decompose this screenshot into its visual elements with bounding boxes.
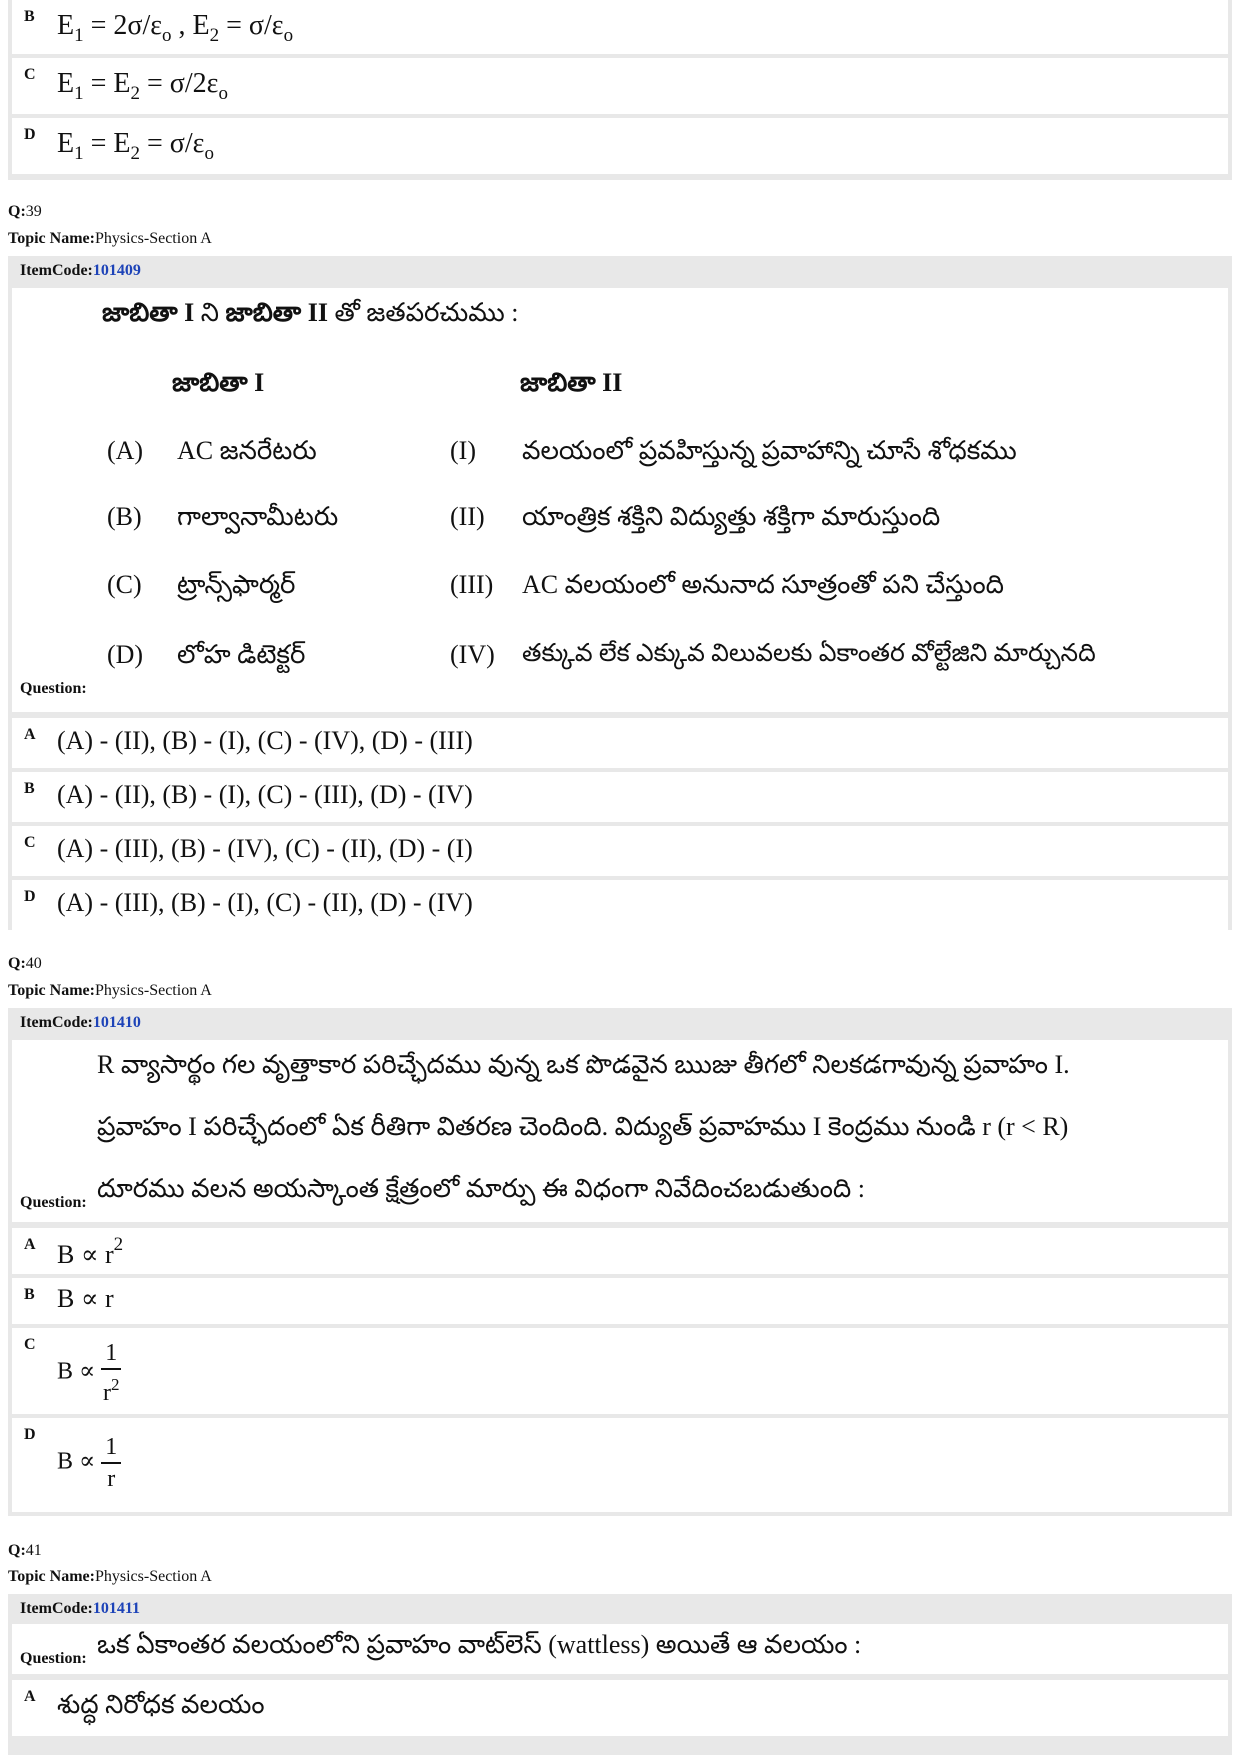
- match-right-label: (III): [450, 570, 494, 599]
- q40-question-panel: [8, 1008, 1232, 1516]
- option-text: B ∝ $\frac{1}{r^2}$: [57, 1340, 120, 1406]
- question-label: Question:: [20, 1194, 87, 1211]
- option-text: (A) - (III), (B) - (I), (C) - (II), (D) - (IV): [57, 888, 473, 917]
- match-left-item: గాల్వానామీటరు: [177, 502, 339, 531]
- match-left-label: (A): [107, 436, 144, 465]
- option-label: A: [24, 726, 36, 743]
- item-code: ItemCode:101409: [20, 262, 141, 279]
- option-row[interactable]: [12, 1228, 1228, 1274]
- option-row[interactable]: [12, 118, 1228, 174]
- option-text: B ∝ r: [57, 1284, 114, 1313]
- question-label: Question:: [20, 680, 87, 697]
- option-row[interactable]: [12, 772, 1228, 822]
- item-code: ItemCode:101410: [20, 1014, 141, 1031]
- option-text: (A) - (III), (B) - (IV), (C) - (II), (D) - (I): [57, 834, 473, 863]
- column-head-1: జాబితా I: [172, 368, 265, 397]
- fraction: $\frac{1}{r}$: [101, 1432, 121, 1494]
- option-row[interactable]: [12, 826, 1228, 876]
- question-line: ఒక ఏకాంతర వలయంలోని ప్రవాహం వాట్‌లెస్ (wattless) అయితే ఆ వలయం :: [97, 1630, 862, 1659]
- match-right-desc: AC వలయంలో అనునాద సూత్రంతో పని చేస్తుంది: [522, 570, 1005, 599]
- q38-options-panel: [8, 0, 1232, 180]
- option-text: $B \propto r^2$: [57, 1234, 124, 1269]
- fraction: $\frac{1}{r^2}$: [103, 1340, 120, 1406]
- question-line: R వ్యాసార్థం గల వృత్తాకార పరిచ్ఛేదము వున్న ఒక పొడవైన ఋజు తీగలో నిలకడగావున్న ప్రవాహం I.: [97, 1050, 1070, 1079]
- option-text: $E_1 = E_2 = \sigma/2\varepsilon_o$: [57, 68, 228, 104]
- question-number: Q:39: [8, 203, 42, 220]
- option-label: C: [24, 1336, 36, 1353]
- option-label: B: [24, 8, 35, 25]
- option-label: D: [24, 126, 36, 143]
- option-label: B: [24, 780, 35, 797]
- option-label: C: [24, 834, 36, 851]
- topic-name: Topic Name:Physics-Section A: [8, 982, 212, 999]
- question-line: ప్రవాహం I పరిచ్ఛేదంలో ఏక రీతిగా వితరణ చెందింది. విద్యుత్ ప్రవాహము I కెంద్రము నుండి r (r < R): [97, 1112, 1069, 1141]
- question-number: Q:40: [8, 955, 42, 972]
- option-text: $E_1 = E_2 = \sigma/\varepsilon_o$: [57, 128, 214, 164]
- topic-name: Topic Name:Physics-Section A: [8, 1568, 212, 1585]
- question-intro: జాబితా I ని జాబితా II తో జతపరచుము :: [102, 298, 519, 327]
- match-right-desc: యాంత్రిక శక్తిని విద్యుత్తు శక్తిగా మారుస్తుంది: [522, 502, 941, 531]
- option-label: A: [24, 1236, 36, 1253]
- option-text: $E_1 = 2\sigma/\varepsilon_o$ , $E_2 = \sigma/\varepsilon_o$: [57, 10, 294, 46]
- q41-question-panel: [8, 1594, 1232, 1755]
- option-text: శుద్ధ నిరోధక వలయం: [57, 1690, 265, 1719]
- option-row[interactable]: [12, 880, 1228, 930]
- option-row[interactable]: [12, 1278, 1228, 1324]
- question-line: దూరము వలన అయస్కాంత క్షేత్రంలో మార్పు ఈ విధంగా నివేదించబడుతుంది :: [97, 1174, 866, 1203]
- match-left-label: (B): [107, 502, 142, 531]
- match-right-desc: తక్కువ లేక ఎక్కువ విలువలకు ఏకాంతర వోల్టేజిని మార్చునది: [522, 640, 1096, 667]
- option-text: (A) - (II), (B) - (I), (C) - (IV), (D) - (III): [57, 726, 473, 755]
- topic-name: Topic Name:Physics-Section A: [8, 230, 212, 247]
- question-body: [12, 1040, 1228, 1222]
- option-row[interactable]: [12, 58, 1228, 114]
- option-row[interactable]: [12, 0, 1228, 54]
- match-left-item: AC జనరేటరు: [177, 436, 317, 465]
- item-code: ItemCode:101411: [20, 1600, 140, 1617]
- question-body: [12, 288, 1228, 712]
- question-body: [12, 1624, 1228, 1674]
- option-text: (A) - (II), (B) - (I), (C) - (III), (D) - (IV): [57, 780, 473, 809]
- question-label: Question:: [20, 1650, 87, 1667]
- match-right-label: (IV): [450, 640, 495, 669]
- match-left-item: లోహ డిటెక్టర్: [177, 640, 306, 669]
- option-label: D: [24, 1426, 36, 1443]
- match-left-item: ట్రాన్స్‌ఫార్మర్: [177, 570, 296, 599]
- match-right-desc: వలయంలో ప్రవహిస్తున్న ప్రవాహాన్ని చూసే శోధకము: [522, 436, 1017, 465]
- match-right-label: (II): [450, 502, 485, 531]
- match-right-label: (I): [450, 436, 476, 465]
- column-head-2: జాబితా II: [520, 368, 623, 397]
- option-text: B ∝ $\frac{1}{r}$: [57, 1432, 121, 1494]
- match-left-label: (C): [107, 570, 142, 599]
- option-label: A: [24, 1688, 36, 1705]
- question-number: Q:41: [8, 1542, 42, 1559]
- q39-question-panel: [8, 256, 1232, 930]
- option-row[interactable]: [12, 718, 1228, 768]
- option-row[interactable]: [12, 1418, 1228, 1512]
- option-label: D: [24, 888, 36, 905]
- option-row[interactable]: [12, 1680, 1228, 1736]
- option-row[interactable]: [12, 1328, 1228, 1414]
- match-left-label: (D): [107, 640, 144, 669]
- option-label: B: [24, 1286, 35, 1303]
- option-label: C: [24, 66, 36, 83]
